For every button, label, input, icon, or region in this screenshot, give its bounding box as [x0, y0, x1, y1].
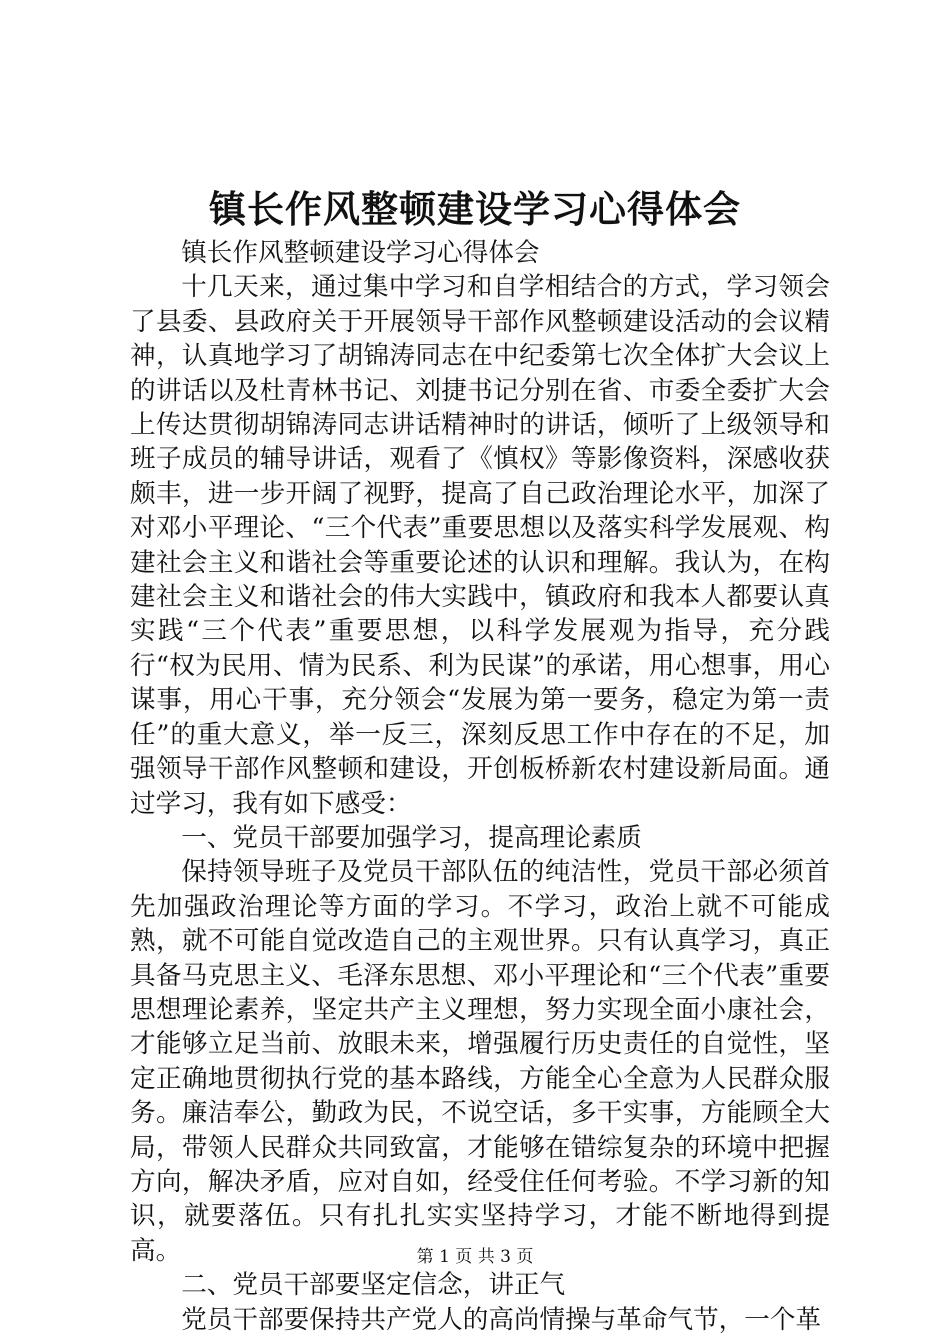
page-footer: 第 1 页 共 3 页 [416, 1247, 534, 1267]
section-heading-1: 一、党员干部要加强学习，提高理论素质 [181, 822, 642, 853]
paragraph-section-1: 保持领导班子及党员干部队伍的纯洁性，党员干部必须首先加强政治理论等方面的学习。不学习，政治上就不可能成熟，就不可能自觉改造自己的主观世界。只有认真学习，真正具备马克思主义、毛泽东思想、邓小平理论和“三个代表”重要思想理论素养，坚定共产主义理想，努力实现全面小康社会，才能够立足当前、放眼未来，增强履行历史责任的自觉性，坚定正确地贯彻执行党的基本路线，方能全心全意为人民群众服务。廉洁奉公，勤政为民，不说空话，多干实事，方能顾全大局，带领人民群众共同致富，才能够在错综复杂的环境中把握方向，解决矛盾，应对自如，经受住任何考验。不学习新的知识，就要落伍。只有扎扎实实坚持学习，才能不断地得到提高。 [130, 857, 830, 1266]
section-heading-2: 二、党员干部要坚定信念，讲正气 [181, 1270, 566, 1301]
document-body [130, 236, 830, 1337]
paragraph-section-2: 党员干部要保持共产党人的高尚情操与革命气节，一个革 [181, 1304, 822, 1335]
paragraph-subtitle: 镇长作风整顿建设学习心得体会 [181, 238, 540, 268]
paragraph-intro: 十几天来，通过集中学习和自学相结合的方式，学习领会了县委、县政府关于开展领导干部作风整顿建设活动的会议精神，认真地学习了胡锦涛同志在中纪委第七次全体扩大会议上的讲话以及杜青林书记、刘捷书记分别在省、市委全委扩大会上传达贯彻胡锦涛同志讲话精神时的讲话，倾听了上级领导和班子成员的辅导讲话，观看了《慎权》等影像资料，深感收获颇丰，进一步开阔了视野，提高了自己政治理论水平，加深了对邓小平理论、“三个代表”重要思想以及落实科学发展观、构建社会主义和谐社会等重要论述的认识和理解。我认为，在构建社会主义和谐社会的伟大实践中，镇政府和我本人都要认真实践“三个代表”重要思想，以科学发展观为指导，充分践行“权为民用、情为民系、利为民谋”的承诺，用心想事，用心谋事，用心干事，充分领会“发展为第一要务，稳定为第一责任”的重大意义，举一反三，深刻反思工作中存在的不足，加强领导干部作风整顿和建设，开创板桥新农村建设新局面。通过学习，我有如下感受： [130, 272, 830, 819]
document-title: 镇长作风整顿建设学习心得体会 [209, 187, 741, 231]
